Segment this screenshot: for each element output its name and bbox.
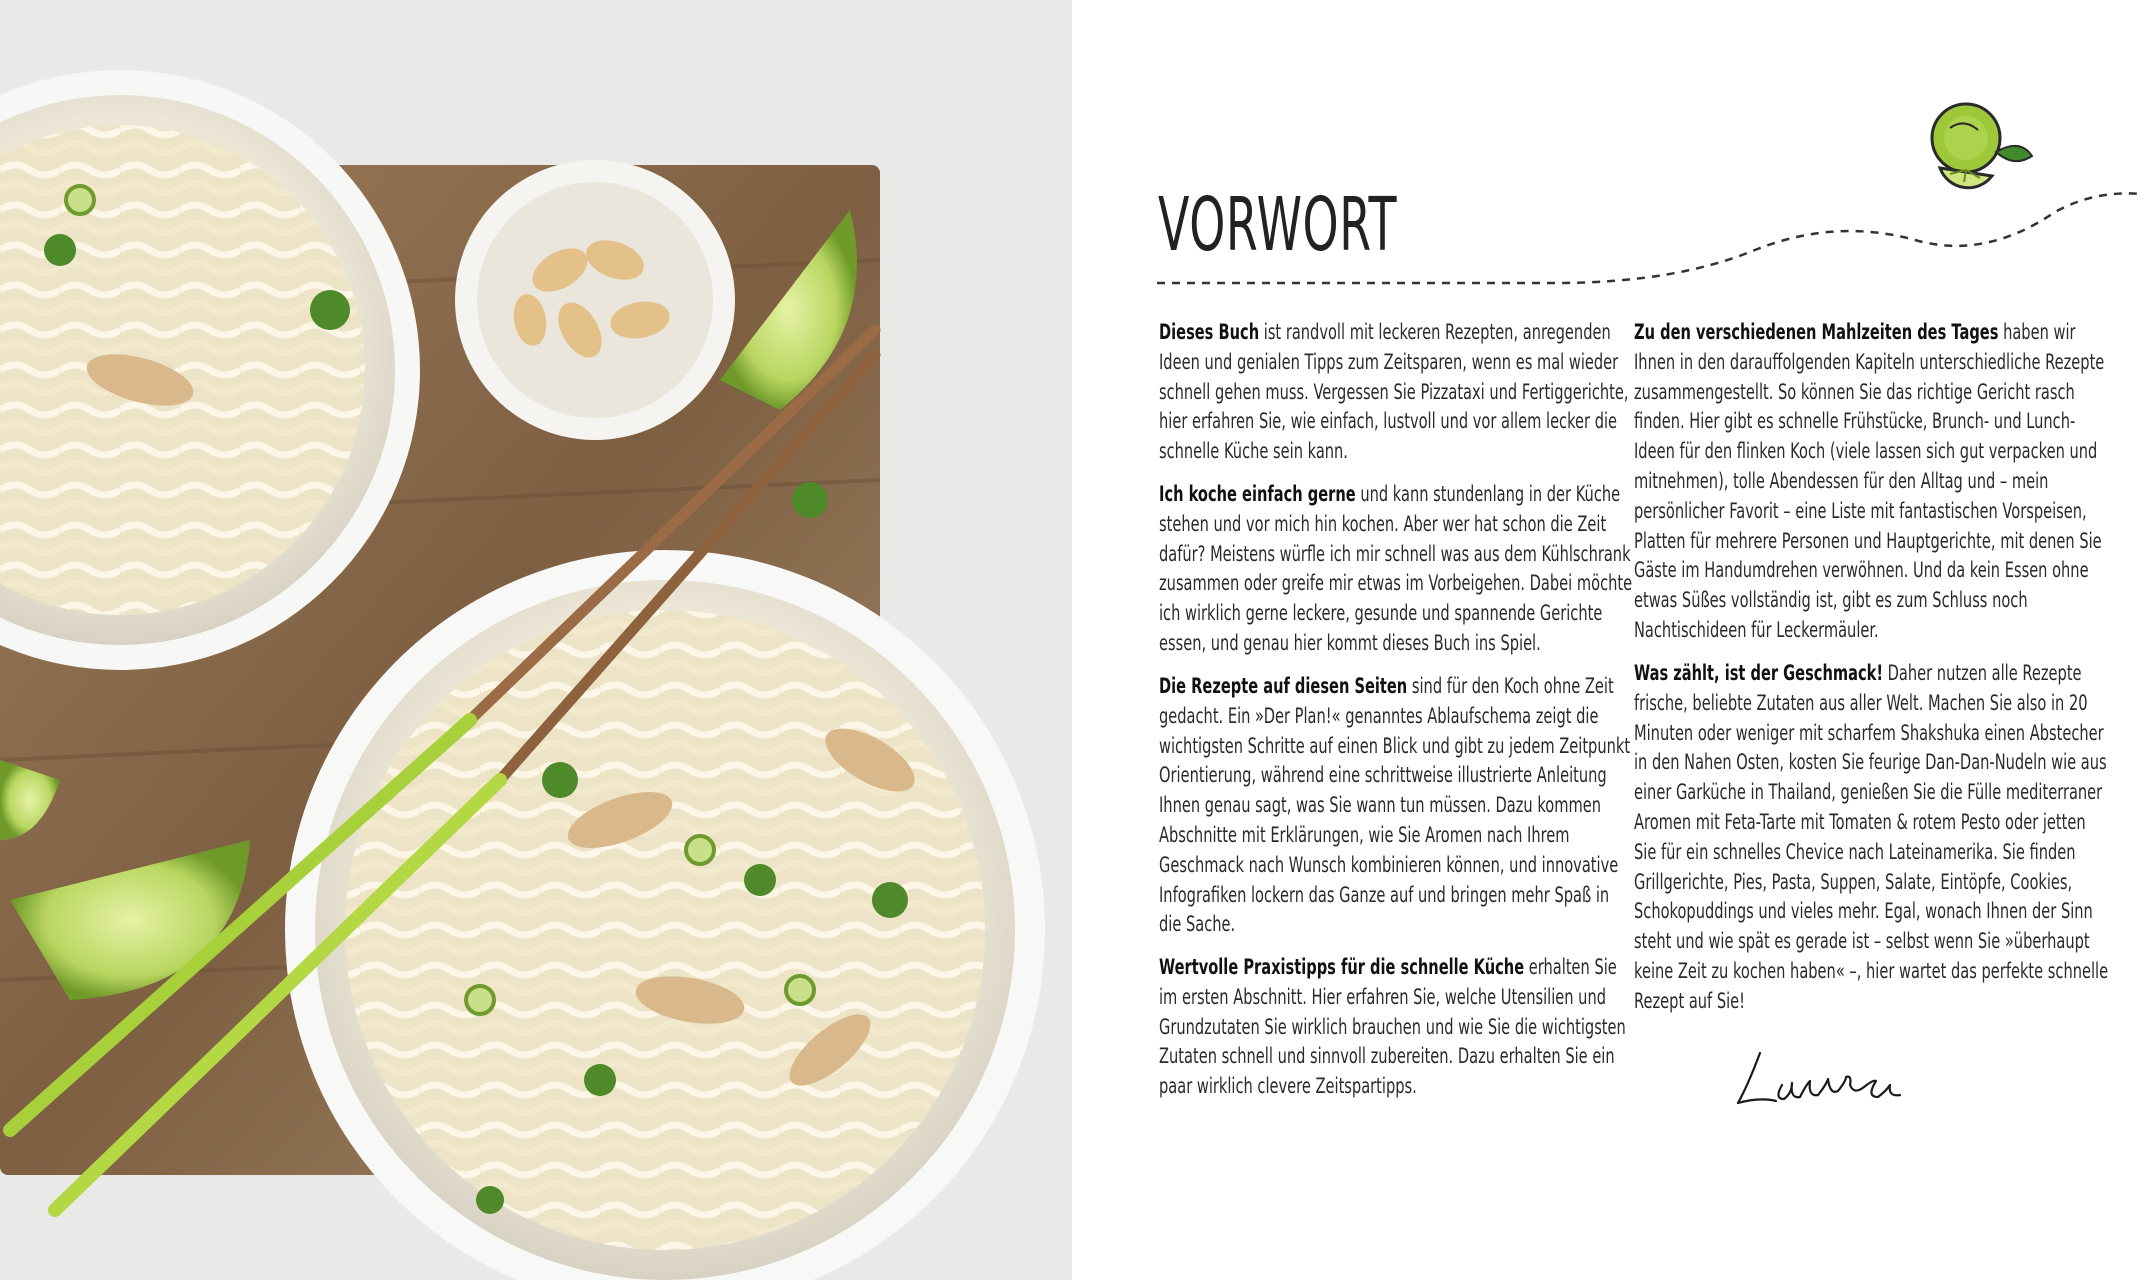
paragraph-lead: Die Rezepte auf diesen Seiten (1159, 674, 1408, 699)
paragraph-body: ist randvoll mit leckeren Rezepten, anregenden Ideen und genialen Tipps zum Zeitsparen, wenn es mal wieder schnell gehen muss. Vergessen Sie Pizzataxi und Fertiggerichte, hier erfahren Sie, wie einfach, lustvoll und vor allem lecker die schnelle Küche sein kann. (1159, 320, 1629, 465)
paragraph-body: haben wir Ihnen in den darauffolgenden Kapiteln unterschiedliche Rezepte zusammengestellt. So können Sie das richtige Gericht rasch finden. Hier gibt es schnelle Frühstücke, Brunch- und Lunch-Ideen für den flinken Koch (viele lassen sich gut verpacken und mitnehmen), tolle Abendessen für den Alltag und – mein persönlicher Favorit – eine Liste mit fantastischen Vorspeisen, Platten für mehrere Personen und Hauptgerichte, mit denen Sie Gäste im Handumdrehen verwöhnen. Und da kein Essen ohne etwas Süßes vollständig ist, gibt es zum Schluss noch Nachtischideen für Leckermäuler. (1634, 320, 2105, 643)
page-title: VORWORT (1158, 182, 1398, 268)
paragraph-lead: Dieses Buch (1159, 320, 1260, 345)
signature (1730, 1045, 1910, 1115)
paragraph (1159, 318, 1635, 467)
paragraph (1159, 480, 1635, 659)
lime-icon (1920, 98, 2036, 196)
paragraph (1634, 318, 2110, 646)
paragraph-lead: Wertvolle Praxistipps für die schnelle Küche (1159, 955, 1525, 980)
paragraph-body: und kann stundenlang in der Küche stehen und vor mich hin kochen. Aber wer hat schon die Zeit dafür? Meistens würfle ich mir schnell was aus dem Kühlschrank zusammen oder greife mir etwas im Vorbeigehen. Dabei möchte ich wirklich gerne leckere, gesunde und spannende Gerichte essen, und genau hier kommt dieses Buch ins Spiel. (1159, 482, 1633, 656)
paragraph-lead: Zu den verschiedenen Mahlzeiten des Tages (1634, 320, 1999, 345)
paragraph (1159, 953, 1635, 1102)
paragraph-lead: Ich koche einfach gerne (1159, 482, 1356, 507)
paragraph (1634, 659, 2110, 1017)
paragraph-body: erhalten Sie im ersten Abschnitt. Hier erfahren Sie, welche Utensilien und Grundzutaten Sie wirklich brauchen und wie Sie die wichtigsten Zutaten schnell und sinnvoll zubereiten. Dazu erhalten Sie ein paar wirklich clevere Zeitspartipps. (1159, 955, 1626, 1100)
paragraph-body: sind für den Koch ohne Zeit gedacht. Ein »Der Plan!« genanntes Ablaufschema zeigt die wichtigsten Schritte auf einen Blick und gibt zu jedem Zeitpunkt Orientierung, während eine schrittweise illustrierte Anleitung Ihnen genau sagt, was Sie wann tun müssen. Dazu kommen Abschnitte mit Erklärungen, wie Sie Aromen nach Ihrem Geschmack nach Wunsch kombinieren können, und innovative Infografiken lockern das Ganze auf und bringen mehr Spaß in die Sache. (1159, 674, 1631, 938)
paragraph-lead: Was zählt, ist der Geschmack! (1634, 661, 1884, 686)
paragraph-body: Daher nutzen alle Rezepte frische, beliebte Zutaten aus aller Welt. Machen Sie also in 20 Minuten oder weniger mit scharfem Shakshuka einen Abstecher in den Nahen Osten, kosten Sie feurige Dan-Dan-Nudeln wie aus einer Garküche in Thailand, genießen Sie die Fülle mediterraner Aromen mit Feta-Tarte mit Tomaten & rotem Pesto oder jetten Sie für ein schnelles Chevice nach Lateinamerika. Sie finden Grillgerichte, Pies, Pasta, Suppen, Salate, Eintöpfe, Cookies, Schokopuddings und vieles mehr. Egal, wonach Ihnen der Sinn steht und wie spät es gerade ist – selbst wenn Sie »überhaupt keine Zeit zu kochen haben« –, hier wartet das perfekte schnelle Rezept auf Sie! (1634, 661, 2109, 1014)
paragraph (1159, 672, 1635, 940)
